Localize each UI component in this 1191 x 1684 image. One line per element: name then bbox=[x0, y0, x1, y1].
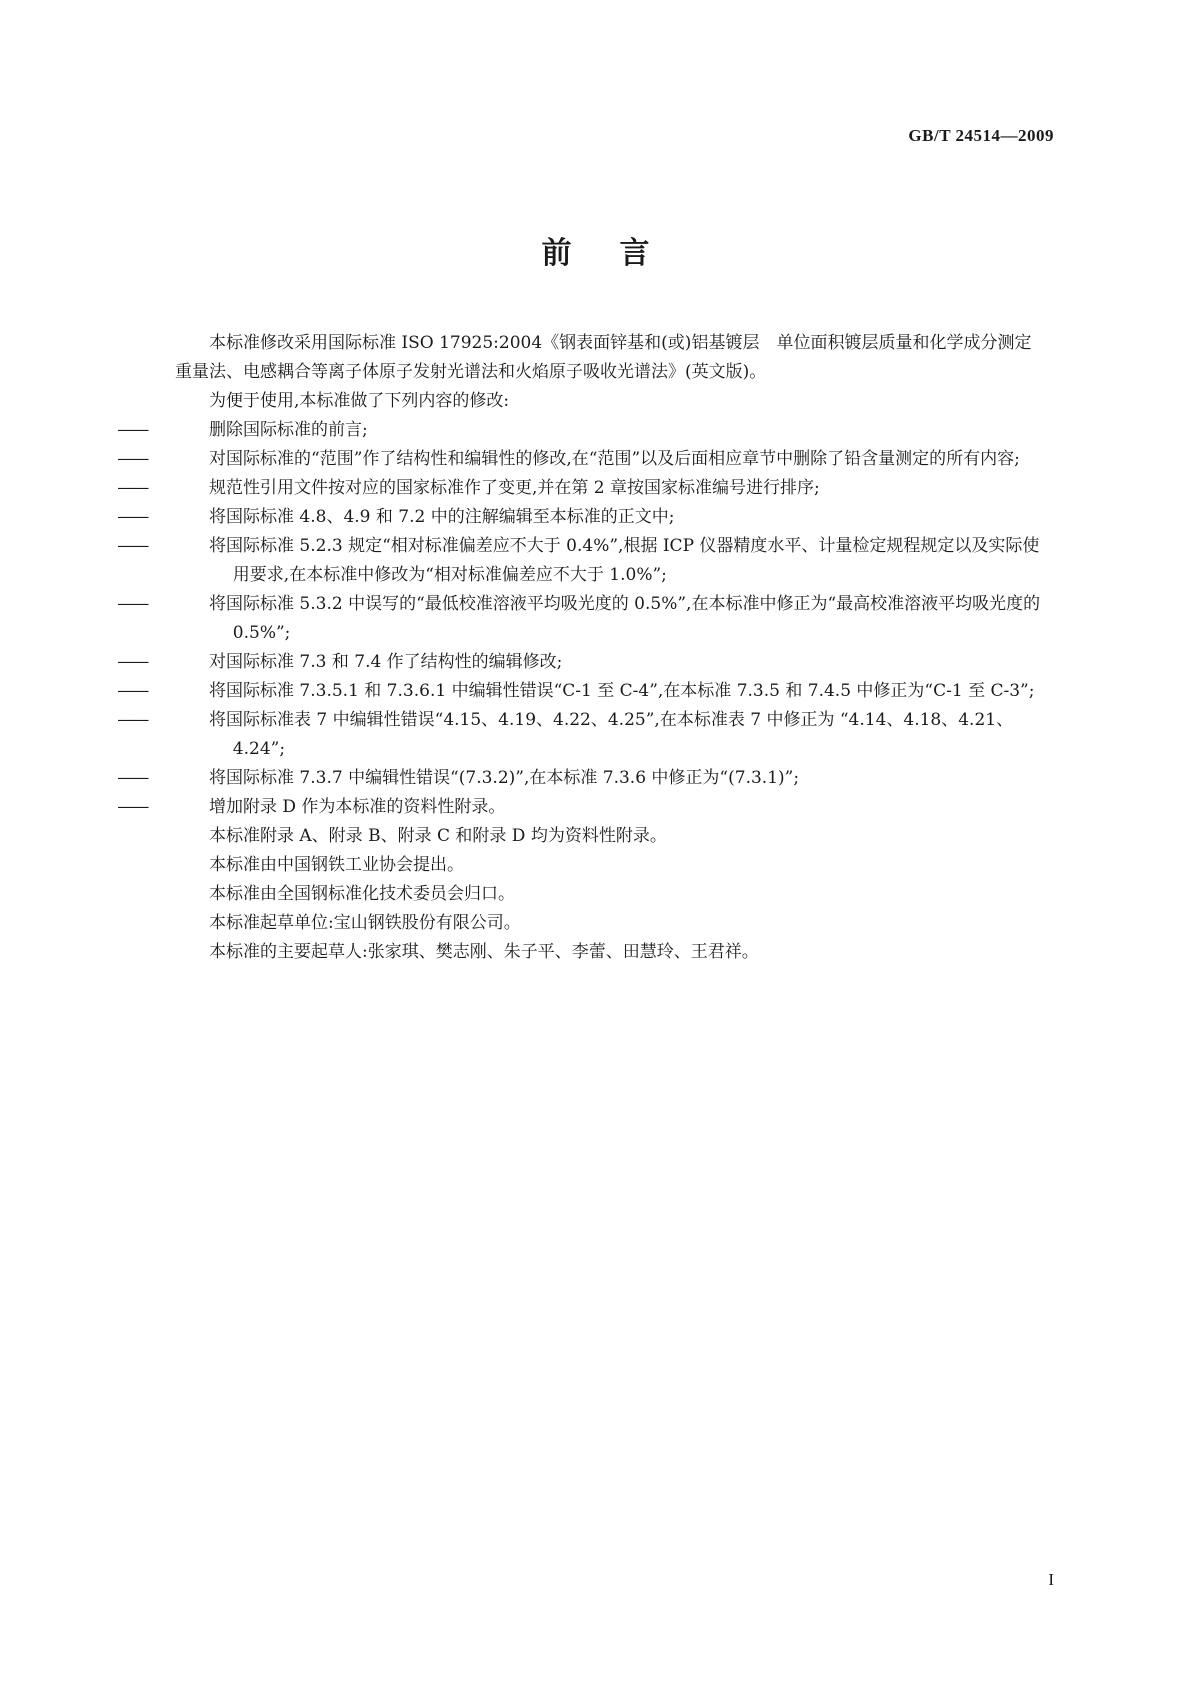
modification-text: 对国际标准 7.3 和 7.4 作了结构性的编辑修改; bbox=[209, 652, 563, 672]
modification-item bbox=[117, 706, 1055, 764]
closing-proposer: 本标准由中国钢铁工业协会提出。 bbox=[209, 855, 464, 875]
modification-item bbox=[117, 793, 1055, 822]
item-dash: —— bbox=[117, 797, 148, 817]
modification-item bbox=[117, 416, 1055, 445]
modification-text: 将国际标准 5.3.2 中误写的“最低校准溶液平均吸光度的 0.5%”,在本标准中修正为“最高校准溶液平均吸光度的 0.5%”; bbox=[209, 594, 1041, 643]
modification-item bbox=[117, 474, 1055, 503]
modification-text: 规范性引用文件按对应的国家标准作了变更,并在第 2 章按国家标准编号进行排序; bbox=[209, 478, 820, 498]
item-dash: —— bbox=[117, 507, 148, 527]
modification-item bbox=[117, 648, 1055, 677]
item-dash: —— bbox=[117, 594, 148, 614]
page-number: I bbox=[1048, 1570, 1054, 1589]
modification-item bbox=[117, 764, 1055, 793]
item-dash: —— bbox=[117, 449, 148, 469]
item-dash: —— bbox=[117, 420, 148, 440]
modification-item bbox=[117, 445, 1055, 474]
modification-text: 将国际标准表 7 中编辑性错误“4.15、4.19、4.22、4.25”,在本标准表 7 中修正为 “4.14、4.18、4.21、4.24”; bbox=[209, 710, 1014, 759]
modification-text: 将国际标准 4.8、4.9 和 7.2 中的注解编辑至本标准的正文中; bbox=[209, 507, 675, 527]
closing-annexes: 本标准附录 A、附录 B、附录 C 和附录 D 均为资料性附录。 bbox=[209, 826, 667, 846]
item-dash: —— bbox=[117, 478, 148, 498]
item-dash: —— bbox=[117, 536, 148, 556]
modification-item bbox=[117, 532, 1055, 590]
closing-drafters: 本标准的主要起草人:张家琪、樊志刚、朱子平、李蕾、田慧玲、王君祥。 bbox=[209, 942, 759, 962]
closing-committee: 本标准由全国钢标准化技术委员会归口。 bbox=[209, 884, 515, 904]
modification-item bbox=[117, 590, 1055, 648]
modification-text: 对国际标准的“范围”作了结构性和编辑性的修改,在“范围”以及后面相应章节中删除了铅含量测定的所有内容; bbox=[209, 449, 1020, 469]
modification-text: 将国际标准 7.3.7 中编辑性错误“(7.3.2)”,在本标准 7.3.6 中修正为“(7.3.1)”; bbox=[209, 768, 800, 788]
item-dash: —— bbox=[117, 768, 148, 788]
page-title: 前言 bbox=[541, 236, 698, 271]
closing-drafting-unit: 本标准起草单位:宝山钢铁股份有限公司。 bbox=[209, 913, 521, 933]
item-dash: —— bbox=[117, 681, 148, 701]
modification-text: 将国际标准 7.3.5.1 和 7.3.6.1 中编辑性错误“C-1 至 C-4”,在本标准 7.3.5 和 7.4.5 中修正为“C-1 至 C-3”; bbox=[209, 681, 1035, 701]
foreword-body bbox=[117, 329, 1055, 967]
standard-number: GB/T 24514—2009 bbox=[908, 126, 1054, 145]
modifications-lead: 为便于使用,本标准做了下列内容的修改: bbox=[209, 391, 510, 411]
item-dash: —— bbox=[117, 710, 148, 730]
intro-paragraph: 本标准修改采用国际标准 ISO 17925:2004《钢表面锌基和(或)铝基镀层 单位面积镀层质量和化学成分测定 重量法、电感耦合等离子体原子发射光谱法和火焰原子吸收光谱法》(英文版)。 bbox=[175, 333, 1049, 382]
modification-item bbox=[117, 677, 1055, 706]
modification-text: 删除国际标准的前言; bbox=[209, 420, 368, 440]
modification-text: 将国际标准 5.2.3 规定“相对标准偏差应不大于 0.4%”,根据 ICP 仪器精度水平、计量检定规程规定以及实际使用要求,在本标准中修改为“相对标准偏差应不大于 1.0%”; bbox=[209, 536, 1040, 585]
item-dash: —— bbox=[117, 652, 148, 672]
modification-text: 增加附录 D 作为本标准的资料性附录。 bbox=[209, 797, 506, 817]
modification-item bbox=[117, 503, 1055, 532]
